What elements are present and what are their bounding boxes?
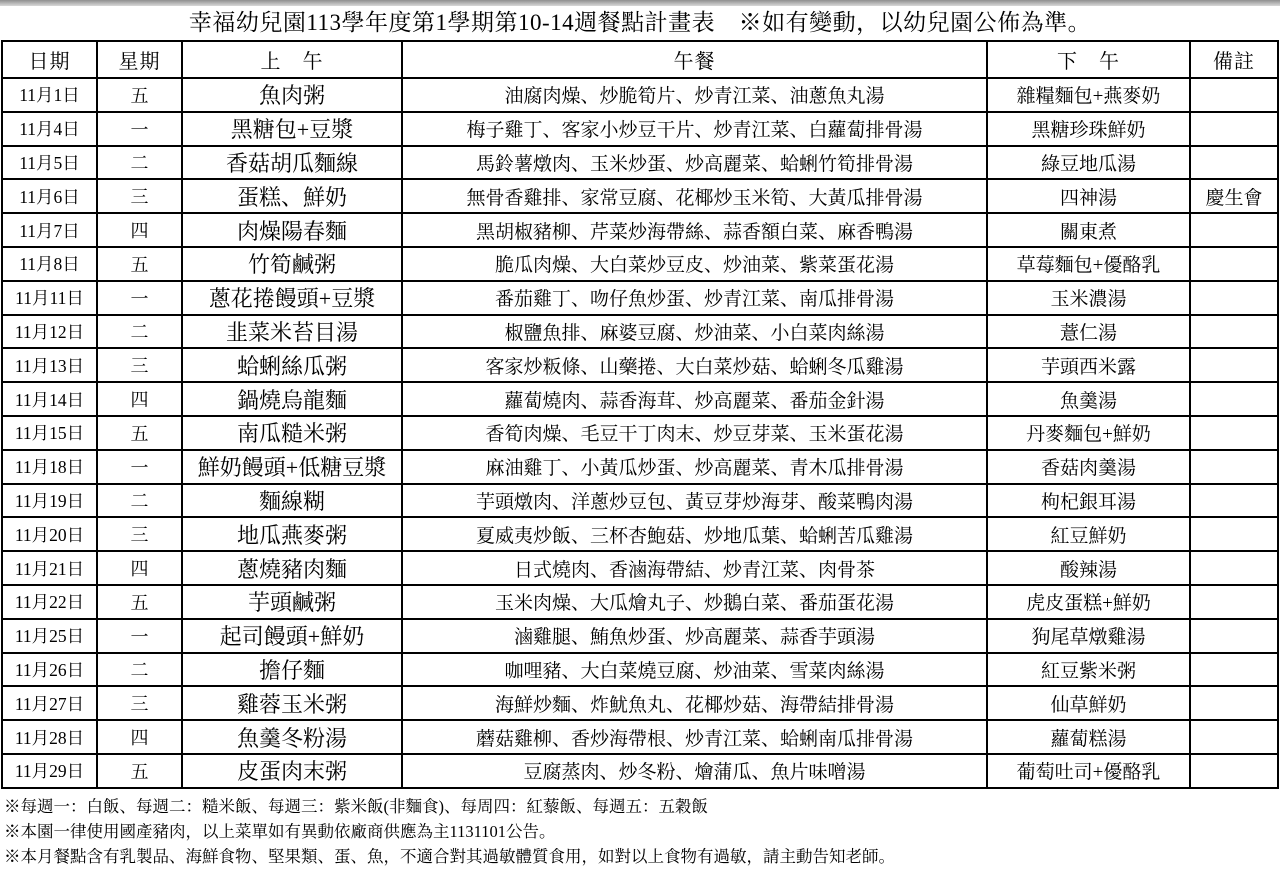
lunch-cell: 夏威夷炒飯、三杯杏鮑菇、炒地瓜葉、蛤蜊苦瓜雞湯 <box>402 517 987 551</box>
lunch-cell: 咖哩豬、大白菜燒豆腐、炒油菜、雪菜肉絲湯 <box>402 653 987 687</box>
lunch-cell: 番茄雞丁、吻仔魚炒蛋、炒青江菜、南瓜排骨湯 <box>402 281 987 315</box>
afternoon-snack-cell: 狗尾草燉雞湯 <box>987 619 1190 653</box>
remark-cell <box>1190 551 1278 585</box>
table-row <box>2 754 1278 788</box>
remark-cell <box>1190 484 1278 518</box>
weekday-cell: 四 <box>97 213 182 247</box>
table-row <box>2 585 1278 619</box>
afternoon-snack-cell: 紅豆鮮奶 <box>987 517 1190 551</box>
date-cell: 11月21日 <box>2 551 97 585</box>
weekday-cell: 三 <box>97 686 182 720</box>
table-row <box>2 484 1278 518</box>
menu-table <box>1 40 1279 789</box>
weekday-cell: 五 <box>97 754 182 788</box>
lunch-cell: 豆腐蒸肉、炒冬粉、燴蒲瓜、魚片味噌湯 <box>402 754 987 788</box>
column-header-remark: 備註 <box>1190 41 1278 78</box>
header-row <box>2 41 1278 78</box>
afternoon-snack-cell: 玉米濃湯 <box>987 281 1190 315</box>
remark-cell <box>1190 686 1278 720</box>
morning-snack-cell: 香菇胡瓜麵線 <box>182 146 402 180</box>
remark-cell <box>1190 315 1278 349</box>
table-row <box>2 213 1278 247</box>
table-row <box>2 315 1278 349</box>
remark-cell <box>1190 213 1278 247</box>
afternoon-snack-cell: 虎皮蛋糕+鮮奶 <box>987 585 1190 619</box>
weekday-cell: 二 <box>97 146 182 180</box>
date-cell: 11月28日 <box>2 720 97 754</box>
afternoon-snack-cell: 四神湯 <box>987 179 1190 213</box>
morning-snack-cell: 蔥花捲饅頭+豆漿 <box>182 281 402 315</box>
afternoon-snack-cell: 蘿蔔糕湯 <box>987 720 1190 754</box>
remark-cell <box>1190 619 1278 653</box>
remark-cell <box>1190 112 1278 146</box>
table-row <box>2 720 1278 754</box>
page-title: 幸福幼兒園113學年度第1學期第10-14週餐點計畫表 ※如有變動，以幼兒園公佈為準。 <box>188 10 1092 35</box>
column-header-afternoon: 下 午 <box>987 41 1190 78</box>
lunch-cell: 油腐肉燥、炒脆筍片、炒青江菜、油蔥魚丸湯 <box>402 78 987 112</box>
lunch-cell: 日式燒肉、香滷海帶結、炒青江菜、肉骨茶 <box>402 551 987 585</box>
afternoon-snack-cell: 仙草鮮奶 <box>987 686 1190 720</box>
table-row <box>2 551 1278 585</box>
afternoon-snack-cell: 綠豆地瓜湯 <box>987 146 1190 180</box>
date-cell: 11月8日 <box>2 247 97 281</box>
weekday-cell: 五 <box>97 78 182 112</box>
table-row <box>2 416 1278 450</box>
table-row <box>2 686 1278 720</box>
morning-snack-cell: 起司饅頭+鮮奶 <box>182 619 402 653</box>
remark-cell <box>1190 585 1278 619</box>
column-header-lunch: 午餐 <box>402 41 987 78</box>
date-cell: 11月18日 <box>2 450 97 484</box>
remark-cell <box>1190 416 1278 450</box>
weekday-cell: 一 <box>97 281 182 315</box>
date-cell: 11月25日 <box>2 619 97 653</box>
weekday-cell: 四 <box>97 382 182 416</box>
weekday-cell: 三 <box>97 517 182 551</box>
weekday-cell: 五 <box>97 416 182 450</box>
weekday-cell: 一 <box>97 450 182 484</box>
afternoon-snack-cell: 草莓麵包+優酪乳 <box>987 247 1190 281</box>
weekday-cell: 二 <box>97 484 182 518</box>
afternoon-snack-cell: 薏仁湯 <box>987 315 1190 349</box>
table-row <box>2 450 1278 484</box>
lunch-cell: 麻油雞丁、小黃瓜炒蛋、炒高麗菜、青木瓜排骨湯 <box>402 450 987 484</box>
morning-snack-cell: 地瓜燕麥粥 <box>182 517 402 551</box>
weekday-cell: 一 <box>97 619 182 653</box>
morning-snack-cell: 鍋燒烏龍麵 <box>182 382 402 416</box>
morning-snack-cell: 魚肉粥 <box>182 78 402 112</box>
lunch-cell: 芋頭燉肉、洋蔥炒豆包、黃豆芽炒海芽、酸菜鴨肉湯 <box>402 484 987 518</box>
afternoon-snack-cell: 丹麥麵包+鮮奶 <box>987 416 1190 450</box>
morning-snack-cell: 雞蓉玉米粥 <box>182 686 402 720</box>
weekday-cell: 五 <box>97 585 182 619</box>
date-cell: 11月7日 <box>2 213 97 247</box>
morning-snack-cell: 蛋糕、鮮奶 <box>182 179 402 213</box>
date-cell: 11月13日 <box>2 348 97 382</box>
remark-cell <box>1190 653 1278 687</box>
remark-cell <box>1190 720 1278 754</box>
table-row <box>2 179 1278 213</box>
weekday-cell: 四 <box>97 720 182 754</box>
remark-cell <box>1190 517 1278 551</box>
lunch-cell: 蘑菇雞柳、香炒海帶根、炒青江菜、蛤蜊南瓜排骨湯 <box>402 720 987 754</box>
lunch-cell: 客家炒粄條、山藥捲、大白菜炒菇、蛤蜊冬瓜雞湯 <box>402 348 987 382</box>
morning-snack-cell: 肉燥陽春麵 <box>182 213 402 247</box>
date-cell: 11月29日 <box>2 754 97 788</box>
afternoon-snack-cell: 酸辣湯 <box>987 551 1190 585</box>
afternoon-snack-cell: 魚羹湯 <box>987 382 1190 416</box>
lunch-cell: 蘿蔔燒肉、蒜香海茸、炒高麗菜、番茄金針湯 <box>402 382 987 416</box>
weekday-cell: 三 <box>97 348 182 382</box>
lunch-cell: 玉米肉燥、大瓜燴丸子、炒鵝白菜、番茄蛋花湯 <box>402 585 987 619</box>
footnotes <box>4 794 1278 869</box>
afternoon-snack-cell: 雜糧麵包+燕麥奶 <box>987 78 1190 112</box>
table-row <box>2 653 1278 687</box>
date-cell: 11月20日 <box>2 517 97 551</box>
column-header-date: 日期 <box>2 41 97 78</box>
morning-snack-cell: 竹筍鹹粥 <box>182 247 402 281</box>
weekday-cell: 二 <box>97 315 182 349</box>
morning-snack-cell: 蛤蜊絲瓜粥 <box>182 348 402 382</box>
table-row <box>2 247 1278 281</box>
table-row <box>2 281 1278 315</box>
remark-cell <box>1190 146 1278 180</box>
date-cell: 11月5日 <box>2 146 97 180</box>
remark-cell <box>1190 754 1278 788</box>
remark-cell <box>1190 348 1278 382</box>
remark-cell <box>1190 450 1278 484</box>
weekday-cell: 一 <box>97 112 182 146</box>
lunch-cell: 馬鈴薯燉肉、玉米炒蛋、炒高麗菜、蛤蜊竹筍排骨湯 <box>402 146 987 180</box>
morning-snack-cell: 鮮奶饅頭+低糖豆漿 <box>182 450 402 484</box>
table-row <box>2 146 1278 180</box>
morning-snack-cell: 芋頭鹹粥 <box>182 585 402 619</box>
column-header-weekday: 星期 <box>97 41 182 78</box>
date-cell: 11月4日 <box>2 112 97 146</box>
morning-snack-cell: 蔥燒豬肉麵 <box>182 551 402 585</box>
remark-cell: 慶生會 <box>1190 179 1278 213</box>
afternoon-snack-cell: 黑糖珍珠鮮奶 <box>987 112 1190 146</box>
afternoon-snack-cell: 香菇肉羹湯 <box>987 450 1190 484</box>
date-cell: 11月22日 <box>2 585 97 619</box>
weekday-cell: 五 <box>97 247 182 281</box>
afternoon-snack-cell: 關東煮 <box>987 213 1190 247</box>
afternoon-snack-cell: 葡萄吐司+優酪乳 <box>987 754 1190 788</box>
table-row <box>2 517 1278 551</box>
morning-snack-cell: 皮蛋肉末粥 <box>182 754 402 788</box>
remark-cell <box>1190 281 1278 315</box>
weekday-cell: 二 <box>97 653 182 687</box>
lunch-cell: 無骨香雞排、家常豆腐、花椰炒玉米筍、大黃瓜排骨湯 <box>402 179 987 213</box>
table-row <box>2 348 1278 382</box>
morning-snack-cell: 韭菜米苔目湯 <box>182 315 402 349</box>
lunch-cell: 黑胡椒豬柳、芹菜炒海帶絲、蒜香額白菜、麻香鴨湯 <box>402 213 987 247</box>
date-cell: 11月6日 <box>2 179 97 213</box>
lunch-cell: 滷雞腿、鮪魚炒蛋、炒高麗菜、蒜香芋頭湯 <box>402 619 987 653</box>
lunch-cell: 椒鹽魚排、麻婆豆腐、炒油菜、小白菜肉絲湯 <box>402 315 987 349</box>
footnote-line: ※本園一律使用國產豬肉，以上菜單如有異動依廠商供應為主1131101公告。 <box>4 821 556 841</box>
date-cell: 11月14日 <box>2 382 97 416</box>
remark-cell <box>1190 247 1278 281</box>
afternoon-snack-cell: 枸杞銀耳湯 <box>987 484 1190 518</box>
menu-table-body <box>2 78 1278 788</box>
date-cell: 11月26日 <box>2 653 97 687</box>
date-cell: 11月27日 <box>2 686 97 720</box>
footnote-line: ※每週一：白飯、每週二：糙米飯、每週三：紫米飯(非麵食)、每周四：紅藜飯、每週五：五穀飯 <box>4 796 708 816</box>
morning-snack-cell: 黑糖包+豆漿 <box>182 112 402 146</box>
remark-cell <box>1190 78 1278 112</box>
weekday-cell: 三 <box>97 179 182 213</box>
table-row <box>2 78 1278 112</box>
date-cell: 11月19日 <box>2 484 97 518</box>
column-header-morning: 上 午 <box>182 41 402 78</box>
remark-cell <box>1190 382 1278 416</box>
table-row <box>2 382 1278 416</box>
morning-snack-cell: 魚羹冬粉湯 <box>182 720 402 754</box>
weekday-cell: 四 <box>97 551 182 585</box>
morning-snack-cell: 擔仔麵 <box>182 653 402 687</box>
lunch-cell: 梅子雞丁、客家小炒豆干片、炒青江菜、白蘿蔔排骨湯 <box>402 112 987 146</box>
afternoon-snack-cell: 芋頭西米露 <box>987 348 1190 382</box>
lunch-cell: 海鮮炒麵、炸魷魚丸、花椰炒菇、海帶結排骨湯 <box>402 686 987 720</box>
date-cell: 11月11日 <box>2 281 97 315</box>
lunch-cell: 香筍肉燥、毛豆干丁肉末、炒豆芽菜、玉米蛋花湯 <box>402 416 987 450</box>
menu-table-header <box>2 41 1278 78</box>
footnote-line: ※本月餐點含有乳製品、海鮮食物、堅果類、蛋、魚，不適合對其過敏體質食用，如對以上食物有過敏，請主動告知老師。 <box>4 846 895 866</box>
table-row <box>2 112 1278 146</box>
table-row <box>2 619 1278 653</box>
afternoon-snack-cell: 紅豆紫米粥 <box>987 653 1190 687</box>
morning-snack-cell: 麵線糊 <box>182 484 402 518</box>
date-cell: 11月15日 <box>2 416 97 450</box>
date-cell: 11月12日 <box>2 315 97 349</box>
lunch-cell: 脆瓜肉燥、大白菜炒豆皮、炒油菜、紫菜蛋花湯 <box>402 247 987 281</box>
date-cell: 11月1日 <box>2 78 97 112</box>
morning-snack-cell: 南瓜糙米粥 <box>182 416 402 450</box>
